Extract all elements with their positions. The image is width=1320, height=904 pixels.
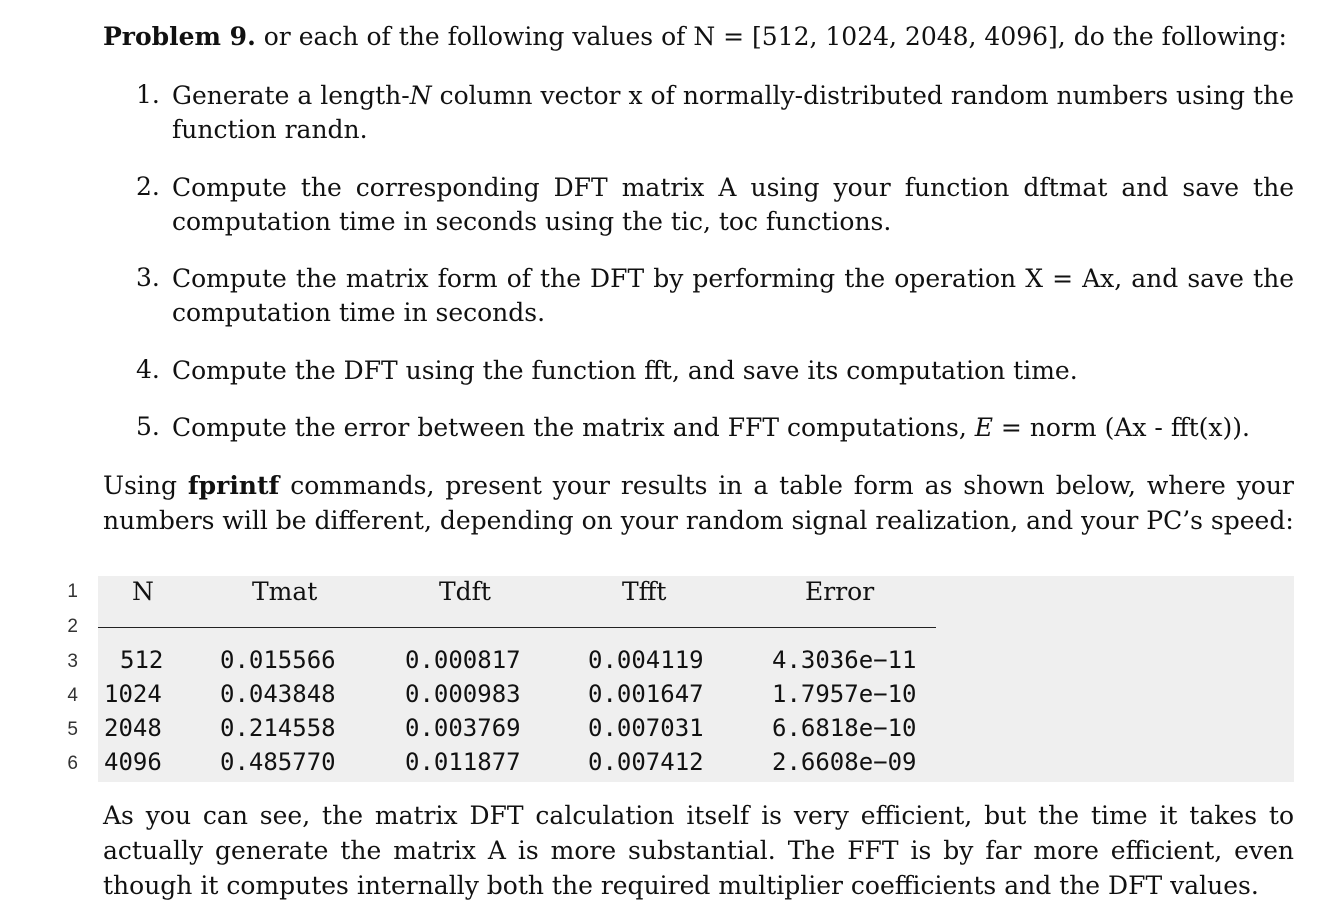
step-number: 1. <box>136 80 160 109</box>
step-text-part: Compute the error between the matrix and FFT computations, <box>172 413 975 442</box>
line-number: 2 <box>67 616 78 637</box>
problem-label: Problem 9. <box>103 22 256 51</box>
step-text: Compute the corresponding DFT matrix A using your function dftmat and save the computation time in seconds using the tic, toc functions. <box>172 173 1294 236</box>
step-number: 3. <box>136 263 160 292</box>
table-cell: 0.000983 <box>405 680 521 708</box>
step-number: 5. <box>136 412 160 441</box>
table-cell: 0.007031 <box>588 714 704 742</box>
math-variable: N <box>409 81 432 110</box>
instruction-paragraph <box>103 468 1294 538</box>
table-cell: 2048 <box>104 714 162 742</box>
table-cell: 4096 <box>104 748 162 776</box>
instruction-text: Using <box>103 471 188 500</box>
table-cell: 4.3036e−11 <box>772 646 917 674</box>
problem-heading <box>103 21 1287 53</box>
table-cell: 512 <box>120 646 164 674</box>
column-header: Tfft <box>622 577 667 606</box>
line-number: 4 <box>67 685 78 706</box>
problem-intro: or each of the following values of N = [512, 1024, 2048, 4096], do the following: <box>255 22 1287 51</box>
table-rule <box>98 627 936 628</box>
step-number: 4. <box>136 355 160 384</box>
table-cell: 0.043848 <box>220 680 336 708</box>
table-cell: 0.015566 <box>220 646 336 674</box>
instruction-text: commands, present your results in a table form as shown below, where your numbers will be different, depending on your random signal realization, and your PC’s speed: <box>103 471 1294 535</box>
step-text <box>172 411 1294 445</box>
code-keyword: fprintf <box>187 471 280 500</box>
table-cell: 0.001647 <box>588 680 704 708</box>
step-number: 2. <box>136 172 160 201</box>
step-text-part: = norm (Ax - fft(x)). <box>992 413 1250 442</box>
table-cell: 0.003769 <box>405 714 521 742</box>
step-text-part: Generate a length- <box>172 81 410 110</box>
step-text: Compute the DFT using the function fft, and save its computation time. <box>172 356 1078 385</box>
conclusion-paragraph: As you can see, the matrix DFT calculation itself is very efficient, but the time it takes to actually generate the matrix A is more substantial. The FFT is by far more efficient, even though it computes internally both the required multiplier coefficients and the DFT values. <box>103 801 1294 900</box>
line-number: 1 <box>67 581 78 602</box>
table-cell: 0.007412 <box>588 748 704 776</box>
math-variable: E <box>974 413 993 442</box>
line-number: 3 <box>67 651 78 672</box>
table-cell: 0.011877 <box>405 748 521 776</box>
table-cell: 0.000817 <box>405 646 521 674</box>
step-text-part: column vector x of normally-distributed random numbers using the function randn. <box>172 81 1294 144</box>
step-text: Compute the matrix form of the DFT by performing the operation X = Ax, and save the computation time in seconds. <box>172 264 1294 327</box>
table-cell: 2.6608e−09 <box>772 748 917 776</box>
column-header: Tmat <box>252 577 318 606</box>
column-header: Tdft <box>439 577 491 606</box>
step-text <box>172 79 1294 147</box>
table-cell: 0.004119 <box>588 646 704 674</box>
table-cell: 6.6818e−10 <box>772 714 917 742</box>
column-header: N <box>132 577 154 606</box>
table-cell: 0.214558 <box>220 714 336 742</box>
line-number: 6 <box>67 753 78 774</box>
table-cell: 1.7957e−10 <box>772 680 917 708</box>
table-cell: 0.485770 <box>220 748 336 776</box>
line-number: 5 <box>67 719 78 740</box>
table-cell: 1024 <box>104 680 162 708</box>
column-header: Error <box>805 577 875 606</box>
